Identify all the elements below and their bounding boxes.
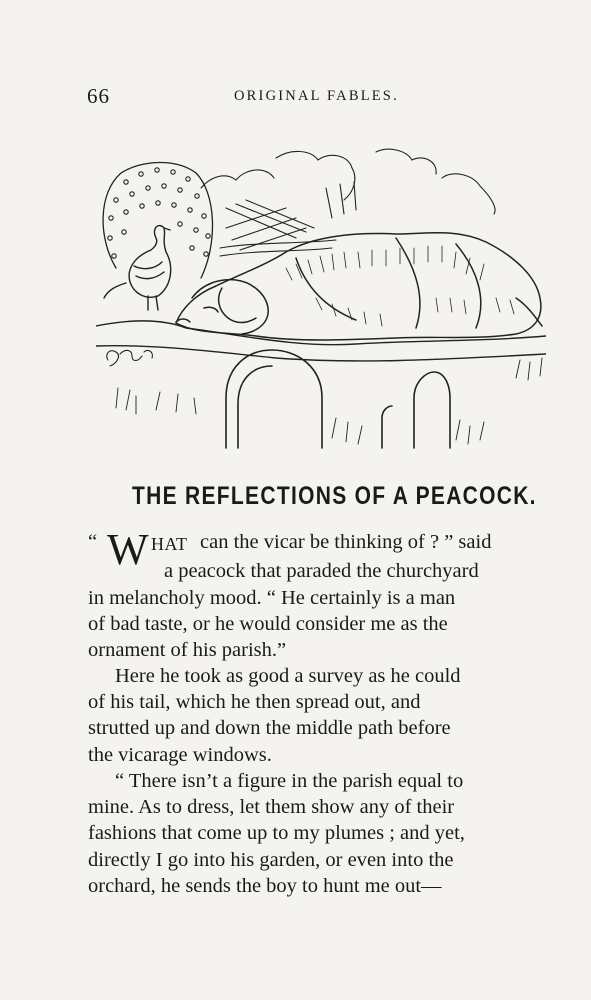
page-number: 66 xyxy=(87,84,110,108)
first-word-rest: HAT xyxy=(151,534,188,554)
body-line-1: can the vicar be thinking of ? ” said xyxy=(200,531,492,553)
body-line-6: Here he took as good a survey as he could xyxy=(115,665,461,687)
body-line-8: strutted up and down the middle path before xyxy=(88,717,451,739)
body-line-3: in melancholy mood. “ He certainly is a man xyxy=(88,587,456,609)
body-line-13: directly I go into his garden, or even into the xyxy=(88,849,454,871)
opening-quote: “ xyxy=(88,531,98,553)
churchyard-wall xyxy=(96,321,546,361)
drop-cap: W xyxy=(107,525,149,574)
grass xyxy=(116,358,542,444)
body-line-12: fashions that come up to my plumes ; and yet, xyxy=(88,822,465,844)
body-line-11: mine. As to dress, let them show any of their xyxy=(88,796,455,818)
running-header: ORIGINAL FABLES. xyxy=(234,88,399,104)
body-line-14: orchard, he sends the boy to hunt me out— xyxy=(88,875,442,897)
body-line-7: of his tail, which he then spread out, and xyxy=(88,691,421,713)
sleeping-dog xyxy=(176,233,542,340)
artist-signature-icon xyxy=(107,350,153,366)
peacock xyxy=(104,226,171,310)
body-line-9: the vicarage windows. xyxy=(88,744,272,766)
body-line-10: “ There isn’t a figure in the parish equal to xyxy=(115,770,464,792)
peacock-tail-fan xyxy=(103,162,212,278)
body-line-5: ornament of his parish.” xyxy=(88,639,287,661)
body-line-2: a peacock that paraded the churchyard xyxy=(164,560,479,582)
body-line-4: of bad taste, or he would consider me as the xyxy=(88,613,448,635)
tombstones xyxy=(226,350,450,448)
background-trees xyxy=(201,149,495,256)
story-title: THE REFLECTIONS OF A PEACOCK. xyxy=(132,483,537,511)
woodcut-illustration xyxy=(96,148,546,453)
